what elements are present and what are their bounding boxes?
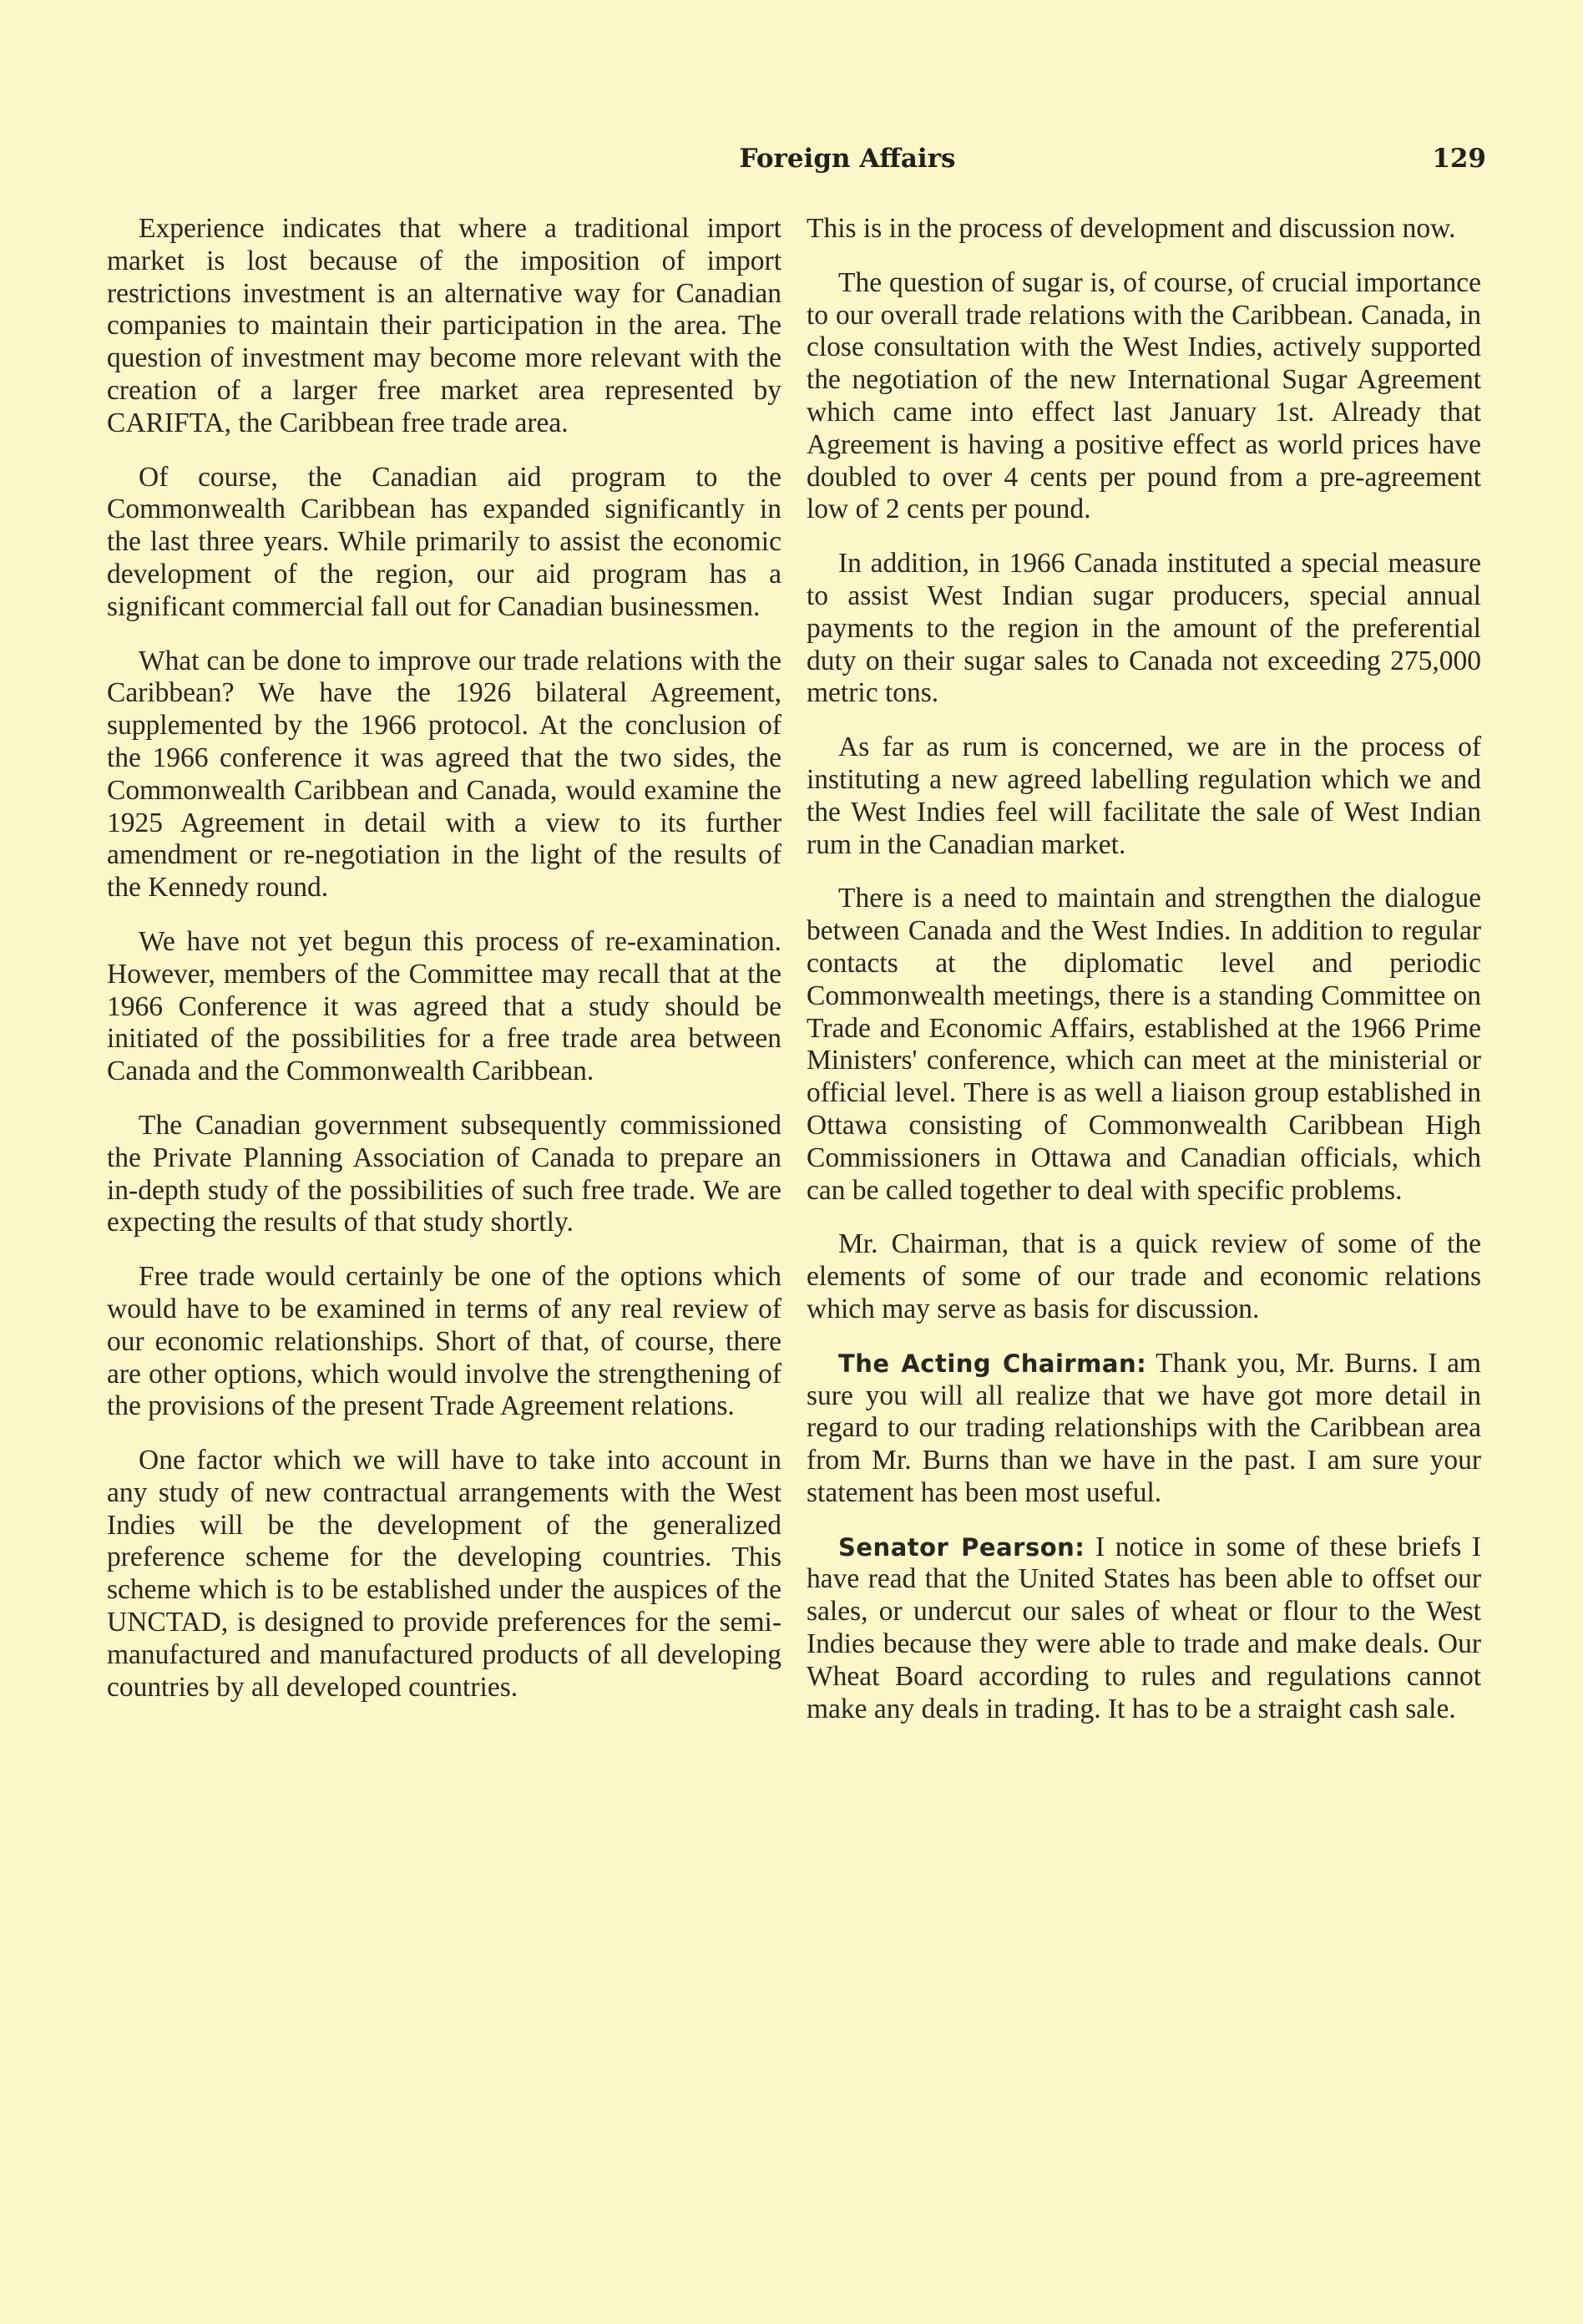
speech [807,1532,1481,1726]
paragraph: We have not yet begun this process of re-examination. However, members of the Committee may recall that at the 1966 Conference it was agreed that a study should be initiated of the possibilities for a free trade area between Canada and the Commonwealth Caribbean. [107,925,781,1087]
paragraph: There is a need to maintain and strengthen the dialogue between Canada and the West Indies. In addition to regular contacts at the diplomatic level and periodic Commonwealth meetings, there is a standing Committee on Trade and Economic Affairs, established at the 1966 Prime Ministers' conference, which can meet at the ministerial or official level. There is as well a liaison group established in Ottawa consisting of Commonwealth Caribbean High Commissioners in Ottawa and Canadian officials, which can be called together to deal with specific problems. [807,883,1481,1206]
speech-text: I notice in some of these briefs I have read that the United States has been able to offset our sales, or undercut our sales of wheat or flour to the West Indies because they were able to trade and make deals. Our Wheat Board according to rules and regulations cannot make any deals in trading. It has to be a straight cash sale. [807,1531,1482,1724]
paragraph: In addition, in 1966 Canada instituted a special measure to assist West Indian sugar producers, special annual payments to the region in the amount of the preferential duty on their sugar sales to Canada not exceeding 275,000 metric tons. [807,548,1481,709]
paragraph: Free trade would certainly be one of the options which would have to be examined in terms of any real review of our economic relationships. Short of that, of course, there are other options, which would involve the strengthening of the provisions of the present Trade Agreement relations. [107,1261,781,1422]
paragraph: The Canadian government subsequently commissioned the Private Planning Association of Canada to prepare an in-depth study of the possibilities of such free trade. We are expecting the results of that study shortly. [107,1109,781,1238]
paragraph: What can be done to improve our trade relations with the Caribbean? We have the 1926 bilateral Agreement, supplemented by the 1966 protocol. At the conclusion of the 1966 conference it was agreed that the two sides, the Commonwealth Caribbean and Canada, would examine the 1925 Agreement in detail with a view to its further amendment or re-negotiation in the light of the results of the Kennedy round. [107,645,781,904]
speaker-name: Senator Pearson: [838,1532,1085,1562]
speech [807,1348,1481,1510]
section-title: Foreign Affairs [739,144,956,174]
paragraph-continuation: This is in the process of development and discussion now. [807,213,1456,244]
paragraph: One factor which we will have to take into account in any study of new contractual arrangements with the West Indies will be the development of the generalized preference scheme for the developing countries. This scheme which is to be established under the auspices of the UNCTAD, is designed to provide preferences for the semi-manufactured and manufactured products of all developing countries by all developed countries. [107,1445,781,1703]
running-head [109,142,1486,179]
paragraph: The question of sugar is, of course, of crucial importance to our overall trade relations with the Caribbean. Canada, in close consultation with the West Indies, actively supported the negotiation of the new International Sugar Agreement which came into effect last January 1st. Already that Agreement is having a positive effect as world prices have doubled to over 4 cents per pound from a pre-agreement low of 2 cents per pound. [807,266,1481,525]
speaker-name: The Acting Chairman: [838,1349,1147,1378]
paragraph: Of course, the Canadian aid program to the Commonwealth Caribbean has expanded significantly in the last three years. While primarily to assist the economic development of the region, our aid program has a significant commercial fall out for Canadian businessmen. [107,461,781,622]
paragraph: Mr. Chairman, that is a quick review of some of the elements of some of our trade and economic relations which may serve as basis for discussion. [807,1228,1481,1324]
speech-text: Thank you, Mr. Burns. I am sure you will all realize that we have got more detail in regard to our trading relationships with the Caribbean area from Mr. Burns than we have in the past. I am sure your statement has been most useful. [807,1347,1481,1508]
left-column [107,213,781,1725]
paragraph: Experience indicates that where a traditional import market is lost because of the imposition of import restrictions investment is an alternative way for Canadian companies to maintain their participation in the area. The question of investment may become more relevant with the creation of a larger free market area represented by CARIFTA, the Caribbean free trade area. [107,213,781,438]
page-number: 129 [1432,144,1486,174]
right-column [807,213,1481,1747]
paragraph: As far as rum is concerned, we are in the process of instituting a new agreed labelling regulation which we and the West Indies feel will facilitate the sale of West Indian rum in the Canadian market. [807,732,1481,860]
